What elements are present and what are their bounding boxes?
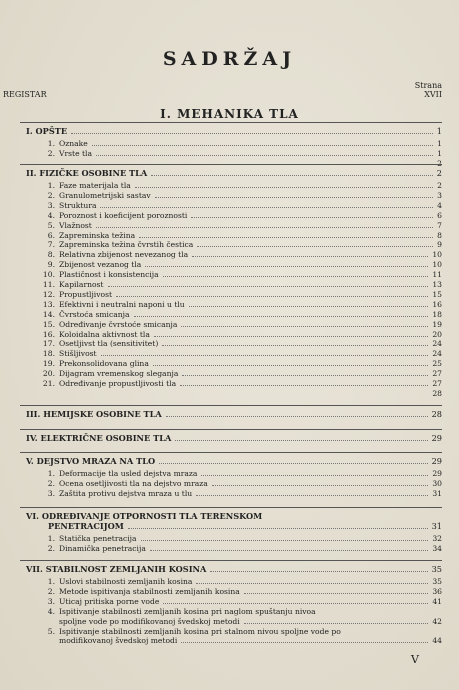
leader-dots: [96, 227, 433, 228]
toc-item: [40, 270, 442, 279]
item-page: 34: [432, 543, 442, 553]
item-number: 1.: [47, 469, 55, 478]
item-title-cont: modifikovanoj švedskoj metodi: [59, 636, 178, 646]
item-number: 15.: [42, 319, 55, 329]
section-heading: [26, 433, 442, 443]
toc-item: [40, 339, 442, 348]
leader-dots: [162, 345, 428, 346]
toc-item: [40, 359, 442, 368]
item-title: Poroznost i koeficijent poroznosti: [59, 210, 188, 220]
item-number: 2.: [47, 478, 55, 488]
item-page: 35: [432, 577, 442, 586]
leader-dots: [191, 217, 433, 218]
item-page: 27: [432, 369, 442, 379]
item-title: Plastičnost i konsistencija: [59, 270, 159, 280]
section-heading: [26, 511, 442, 521]
toc-item: [40, 181, 442, 190]
section-title: II. FIZIČKE OSOBINE TLA: [26, 168, 148, 178]
leader-dots: [181, 642, 428, 643]
leader-dots: [141, 540, 429, 541]
item-number: 17.: [42, 339, 55, 349]
registar-entry: [3, 90, 442, 99]
toc-item: [40, 290, 442, 299]
item-page: 13: [432, 280, 442, 289]
section-rule: [20, 560, 442, 561]
toc-item: [40, 139, 442, 148]
leader-dots: [116, 296, 428, 297]
item-page: 42: [432, 616, 442, 626]
item-page: 27: [432, 379, 442, 388]
item-title: Zbijenost vezanog tla: [59, 260, 142, 270]
toc-item: [40, 211, 442, 220]
item-title: Metode ispitivanja stabilnosti zemljanih kosina: [59, 586, 240, 596]
item-title: Zaštita protivu dejstva mraza u tlu: [59, 488, 193, 498]
section-rule: [20, 507, 442, 508]
item-page: 7: [437, 220, 442, 230]
page-number: V: [411, 653, 419, 666]
item-number: 5.: [47, 220, 55, 230]
registar-label: REGISTAR: [3, 90, 47, 99]
item-page: 29: [432, 469, 442, 478]
item-number: 2.: [47, 586, 55, 596]
item-title: Vlažnost: [59, 220, 92, 230]
item-page: 10: [432, 260, 442, 270]
leader-dots: [166, 416, 428, 417]
item-number: 4.: [47, 606, 55, 616]
toc-item: [40, 231, 442, 240]
item-number: 1.: [47, 577, 55, 586]
section-page: 1: [436, 126, 442, 136]
toc-item: [40, 191, 442, 200]
section-page: 29: [431, 456, 442, 466]
item-title: Stišljivost: [59, 349, 97, 359]
leader-dots: [151, 175, 433, 176]
leader-dots: [139, 237, 433, 238]
item-page: 1: [437, 139, 442, 148]
page-title: SADRŽAJ: [162, 48, 297, 70]
leader-dots: [181, 326, 428, 327]
toc-item: [40, 534, 442, 543]
item-title: Osetljivst tla (sensitivitet): [59, 339, 159, 349]
item-number: 12.: [42, 289, 55, 299]
item-title: Granulometrijski sastav: [59, 190, 151, 200]
section-heading-cont: [48, 521, 442, 531]
leader-dots: [134, 316, 429, 317]
leader-dots: [154, 336, 428, 337]
leader-dots: [212, 485, 429, 486]
toc-item: [40, 221, 442, 230]
section-rule: [20, 429, 442, 430]
item-number: 16.: [42, 329, 55, 339]
leader-dots: [196, 495, 428, 496]
leader-dots: [163, 603, 428, 604]
item-page: 20: [432, 329, 442, 339]
item-page: 30: [432, 478, 442, 488]
toc-item-cont: [59, 636, 442, 645]
toc-item: [40, 149, 442, 158]
toc-item: [40, 577, 442, 586]
item-number: 14.: [42, 309, 55, 319]
item-number: 3.: [47, 488, 55, 498]
toc-item: [40, 369, 442, 378]
leader-dots: [101, 355, 429, 356]
item-title: Određivanje propustljivosti tla: [59, 379, 177, 388]
item-number: 8.: [47, 250, 55, 260]
item-title: Koloidalna aktivnost tla: [59, 329, 150, 339]
leader-dots: [196, 583, 428, 584]
item-title: Vrste tla: [59, 148, 92, 158]
leader-dots: [108, 286, 429, 287]
item-page: 24: [432, 339, 442, 349]
item-title: Deformacije tla usled dejstva mraza: [59, 469, 198, 478]
item-title: Ispitivanje stabilnosti zemljanih kosina pri stalnom nivou spoljne vode po: [59, 626, 341, 636]
item-page: 3: [437, 190, 442, 200]
page-column-label: Strana: [414, 81, 442, 90]
item-page: 8: [437, 230, 442, 240]
toc-item: [40, 260, 442, 269]
toc-item: [40, 587, 442, 596]
section-rule: [20, 405, 442, 406]
leader-dots: [96, 155, 433, 156]
item-title: Faze materijala tla: [59, 181, 131, 190]
section-rule: [20, 452, 442, 453]
item-page: 10: [432, 250, 442, 260]
item-page: 44: [432, 636, 442, 646]
item-page: 11: [432, 270, 442, 280]
toc-item: [40, 489, 442, 498]
item-number: 18.: [42, 349, 55, 359]
item-number: 20.: [42, 369, 55, 379]
leader-dots: [201, 475, 428, 476]
section-title: VII. STABILNOST ZEMLJANIH KOSINA: [26, 564, 207, 574]
item-title: Statička penetracija: [59, 534, 137, 543]
leader-dots: [197, 246, 433, 247]
section-title: III. HEMIJSKE OSOBINE TLA: [26, 409, 162, 419]
item-title: Čvrstoća smicanja: [59, 309, 130, 319]
item-number: 1.: [47, 181, 55, 190]
toc-item: [40, 544, 442, 553]
toc-item: [40, 627, 442, 636]
toc-item: [40, 349, 442, 358]
item-title: Ispitivanje stabilnosti zemljanih kosina pri naglom spuštanju nivoa: [59, 606, 316, 616]
item-page: 31: [432, 488, 442, 498]
section-heading: [26, 168, 442, 178]
item-title: Dinamička penetracija: [59, 543, 146, 553]
leader-dots: [189, 306, 429, 307]
item-number: 19.: [42, 359, 55, 369]
toc-item: [40, 280, 442, 289]
leader-dots: [163, 276, 429, 277]
section-page: 29: [431, 433, 442, 443]
item-page: 4: [437, 200, 442, 210]
item-title: Uslovi stabilnosti zemljanih kosina: [59, 577, 193, 586]
toc-item: [40, 607, 442, 616]
item-number: 2.: [47, 148, 55, 158]
item-title: Određivanje čvrstoće smicanja: [59, 319, 178, 329]
toc-item: [40, 310, 442, 319]
section-page: 35: [431, 564, 442, 574]
section-page: 31: [431, 521, 442, 531]
item-number: 9.: [47, 260, 55, 270]
item-page: 16: [432, 299, 442, 309]
item-page: 41: [432, 596, 442, 606]
leader-dots: [210, 571, 427, 572]
leader-dots: [244, 623, 429, 624]
section-heading: [26, 456, 442, 466]
part-heading: I. MEHANIKA TLA: [160, 107, 299, 121]
continuation-page-number: 28: [432, 388, 442, 398]
section-title: I. OPŠTE: [26, 126, 68, 136]
section-page: 28: [431, 409, 442, 419]
item-number: 1.: [47, 534, 55, 543]
item-title: Zapreminska težina: [59, 230, 136, 240]
item-number: 3.: [47, 200, 55, 210]
item-page: 36: [432, 586, 442, 596]
item-number: 13.: [42, 299, 55, 309]
leader-dots: [71, 133, 433, 134]
item-title: Ocena osetljivosti tla na dejstvo mraza: [59, 478, 208, 488]
toc-item: [40, 469, 442, 478]
item-page: 2: [437, 181, 442, 190]
section-heading: [26, 126, 442, 136]
leader-dots: [100, 207, 433, 208]
item-number: 4.: [47, 210, 55, 220]
registar-page: XVII: [424, 90, 442, 99]
item-page: 15: [432, 289, 442, 299]
item-number: 5.: [47, 626, 55, 636]
section-rule: [20, 164, 442, 165]
continuation-page: [40, 389, 442, 398]
leader-dots: [175, 440, 427, 441]
leader-dots: [244, 593, 429, 594]
toc-item: [40, 300, 442, 309]
leader-dots: [92, 145, 433, 146]
item-number: 11.: [42, 280, 55, 289]
section-heading: [26, 409, 442, 419]
item-number: 2.: [47, 543, 55, 553]
item-title: Struktura: [59, 200, 97, 210]
item-page: 32: [432, 534, 442, 543]
section-title-cont: PENETRACIJOM: [48, 521, 124, 531]
item-number: 3.: [47, 596, 55, 606]
toc-item: [40, 250, 442, 259]
item-number: 2.: [47, 190, 55, 200]
section-heading: [26, 564, 442, 574]
toc-item: [40, 201, 442, 210]
item-title: Dijagram vremenskog sleganja: [59, 369, 179, 379]
item-title-cont: spoljne vode po modifikovanoj švedskoj metodi: [59, 616, 240, 626]
item-number: 10.: [42, 270, 55, 280]
item-title: Uticaj pritiska porne vode: [59, 596, 160, 606]
item-title: Relativna zbijenost nevezanog tla: [59, 250, 189, 260]
toc-item: [40, 479, 442, 488]
item-page: 19: [432, 319, 442, 329]
section-rule: [20, 122, 442, 123]
section-title: VI. ODREĐIVANJE OTPORNOSTI TLA TERENSKOM: [26, 511, 263, 521]
toc-item: [40, 240, 442, 249]
item-title: Propustljivost: [59, 289, 113, 299]
item-page: 1: [437, 148, 442, 158]
leader-dots: [159, 463, 427, 464]
item-page: 25: [432, 359, 442, 369]
item-page: 18: [432, 309, 442, 319]
toc-item: [40, 320, 442, 329]
item-number: 21.: [42, 379, 55, 388]
item-page: 9: [437, 240, 442, 250]
leader-dots: [182, 375, 428, 376]
toc-item: [40, 597, 442, 606]
item-number: 1.: [47, 139, 55, 148]
section-page: 2: [436, 168, 442, 178]
item-page: 24: [432, 349, 442, 359]
item-title: Prekonsolidovana glina: [59, 359, 149, 369]
leader-dots: [145, 266, 428, 267]
leader-dots: [192, 256, 428, 257]
item-title: Zapreminska težina čvrstih čestica: [59, 240, 194, 250]
toc-item-cont: [59, 617, 442, 626]
leader-dots: [135, 187, 433, 188]
section-title: IV. ELEKTRIČNE OSOBINE TLA: [26, 433, 172, 443]
leader-dots: [128, 528, 428, 529]
section-title: V. DEJSTVO MRAZA NA TLO: [26, 456, 156, 466]
item-number: 7.: [47, 240, 55, 250]
leader-dots: [155, 197, 433, 198]
toc-item: [40, 379, 442, 388]
item-page: 6: [437, 210, 442, 220]
leader-dots: [153, 365, 428, 366]
item-title: Kapilarnost: [59, 280, 104, 289]
item-title: Efektivni i neutralni naponi u tlu: [59, 299, 185, 309]
leader-dots: [180, 385, 428, 386]
leader-dots: [150, 550, 428, 551]
item-number: 6.: [47, 230, 55, 240]
item-title: Oznake: [59, 139, 88, 148]
toc-item: [40, 330, 442, 339]
